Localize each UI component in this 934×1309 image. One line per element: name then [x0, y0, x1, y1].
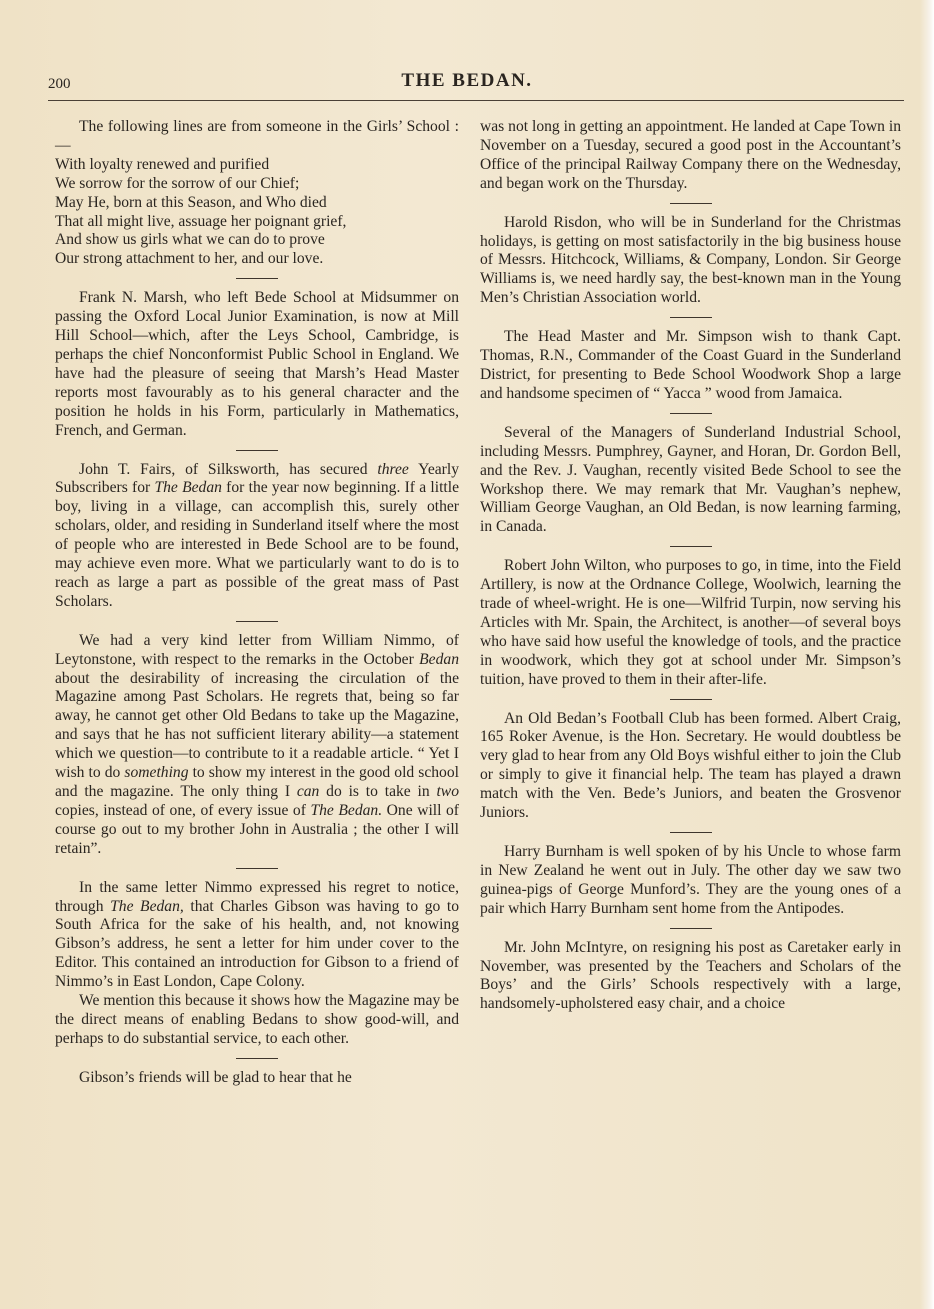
italic-run: The Bedan — [154, 479, 222, 497]
italic-run: two — [436, 783, 459, 800]
poem-line: With loyalty renewed and purified — [55, 155, 270, 173]
text-run: about the desirability of increasing the circulation of the Magazine among Past Scholars. He regrets that, being so far away, he cannot get other Old Bedans to take up the Magazine, and says that he has not sufficient literary ability—a statement which we question—to contribute to it a readable article. “ Yet I wish to do — [55, 669, 459, 782]
italic-run: The Bedan. — [310, 801, 383, 819]
paragraph-burnham: Harry Burnham is well spoken of by his Uncle to whose farm in New Zealand he went out in July. The other day we saw two guinea-pigs of George Munford’s. They are the young ones of a pair which Harry Burnham sent home from the Antipodes. — [480, 843, 901, 917]
section-separator — [236, 1058, 278, 1059]
text-run: copies, instead of one, of every issue of — [55, 801, 311, 819]
italic-run: something — [124, 764, 189, 782]
text-run: that Charles Gibson was having to go to South Africa for the sake of his health, and, not knowing Gibson’s address, he sent a letter for him under cover to the Editor. This contained an introduction for Gibson to a friend of Nimmo’s in East London, Cape Colony. — [55, 897, 459, 991]
left-column — [55, 118, 459, 1279]
italic-run: Bedan — [419, 650, 459, 668]
paragraph-nimmo-letter — [55, 632, 459, 859]
paragraph-yacca-wood: The Head Master and Mr. Simpson wish to thank Capt. Thomas, R.N., Commander of the Coast Guard in the Sunderland District, for presenting to Bede School Woodwork Shop a large and handsome specimen of “ Yacca ” wood from Jamaica. — [480, 328, 901, 402]
section-separator — [670, 928, 712, 929]
section-separator — [670, 203, 712, 204]
section-separator — [236, 868, 278, 869]
text-run: to show my interest in the good old school and the magazine. The only thing I — [55, 764, 459, 800]
paragraph-fairs — [55, 461, 459, 612]
poem-line: May He, born at this Season, and Who died — [55, 193, 327, 211]
paragraph-gibson-regret — [55, 879, 459, 992]
section-separator — [236, 450, 278, 451]
text-run: We had a very kind letter from William Nimmo, of Leytonstone, with respect to the remarks in the October — [55, 631, 459, 668]
paragraph-industrial-school: Several of the Managers of Sunderland Industrial School, including Messrs. Pumphrey, Gayner, and Horan, Dr. Gordon Bell, and the Rev. J. Vaughan, recently visited Bede School to see the Workshop there. We may remark that Mr. Vaughan’s nephew, William George Vaughan, an Old Bedan, is now learning farming, in Canada. — [480, 423, 901, 536]
paragraph-mcintyre: Mr. John McIntyre, on resigning his post as Caretaker early in November, was presented by the Teachers and Scholars of the Boys’ and the Girls’ Schools respectively with a large, handsomely-upholstered easy chair, and a choice — [480, 938, 901, 1013]
section-separator — [236, 621, 278, 622]
text-run: do is to take in — [319, 783, 437, 800]
poem-line: Our strong attachment to her, and our love. — [55, 250, 324, 268]
section-separator — [236, 278, 278, 279]
paragraph-risdon: Harold Risdon, who will be in Sunderland for the Christmas holidays, is getting on most satisfactorily in the big business house of Messrs. Hitchcock, Williams, & Company, London. Sir George Williams is, we need hardly say, the best-known man in the Young Men’s Christian Association world. — [480, 213, 901, 307]
text-run: In the same letter Nimmo expressed his regret to notice, through — [55, 878, 459, 915]
header-rule — [48, 100, 904, 101]
right-column — [480, 118, 901, 1279]
text-run: One will of course go out to my brother John in Australia ; the other I will retain”. — [55, 801, 459, 857]
running-title: THE BEDAN. — [401, 70, 533, 91]
page-number: 200 — [48, 76, 71, 92]
poem-line: That all might live, assuage her poignant grief, — [55, 212, 347, 230]
section-separator — [670, 317, 712, 318]
italic-run: The Bedan, — [110, 897, 184, 915]
section-separator — [670, 832, 712, 833]
section-separator — [670, 699, 712, 700]
paragraph-football-club: An Old Bedan’s Football Club has been formed. Albert Craig, 165 Roker Avenue, is the Hon. Secretary. He would doubtless be very glad to hear from any Old Boys wishful either to join the Club or simply to give it financial help. The team has played a drawn match with the Ven. Bede’s Juniors, and beaten the Grosvenor Juniors. — [480, 709, 901, 822]
text-run: Yearly Subscribers for — [55, 460, 459, 497]
poem-line: And show us girls what we can do to prove — [55, 231, 325, 249]
paragraph-gibson-friends: Gibson’s friends will be glad to hear that he — [79, 1068, 352, 1086]
paragraph-wilton: Robert John Wilton, who purposes to go, in time, into the Field Artillery, is now at the Ordnance College, Woolwich, learning the trade of wheel-wright. He is one—Wilfrid Turpin, now serving his Articles with Mr. Spain, the Architect, is another—of several boys who have said how useful the knowledge of tools, and the practice in woodwork, which they got at school under Mr. Simpson’s tuition, have proved to them in their after-life. — [480, 557, 901, 688]
poem — [55, 156, 459, 269]
italic-run: three — [377, 460, 409, 478]
section-separator — [670, 546, 712, 547]
paragraph-goodwill: We mention this because it shows how the Magazine may be the direct means of enabling Bedans to show good-will, and perhaps to do substantial service, to each other. — [55, 992, 459, 1047]
italic-run: can — [296, 783, 320, 800]
torn-page-edge — [920, 0, 934, 1309]
text-run: for the year now beginning. If a little boy, living in a village, can accomplish this, surely other scholars, older, and residing in Sunderland itself where the most of people who are interested in Bede School are to be found, may achieve even more. What we particularly want to do is to reach as large a part as possible of the great mass of Past Scholars. — [55, 479, 459, 610]
text-run: John T. Fairs, of Silksworth, has secured — [79, 460, 378, 478]
girls-school-intro: The following lines are from someone in the Girls’ School :— — [55, 118, 459, 154]
paragraph-marsh: Frank N. Marsh, who left Bede School at Midsummer on passing the Oxford Local Junior Examination, is now at Mill Hill School—which, after the Leys School, Cambridge, is perhaps the chief Nonconformist Public School in England. We have had the pleasure of seeing that Marsh’s Head Master reports most favourably as to his general character and the position he holds in his Form, particularly in Mathematics, French, and German. — [55, 289, 459, 439]
page-header — [48, 66, 886, 96]
poem-line: We sorrow for the sorrow of our Chief; — [55, 174, 300, 192]
section-separator — [670, 413, 712, 414]
paragraph-gibson-appointment: was not long in getting an appointment. He landed at Cape Town in November on a Tuesday, secured a good post in the Accountant’s Office of the principal Railway Company there on the Wednesday, and began work on the Thursday. — [480, 118, 901, 192]
